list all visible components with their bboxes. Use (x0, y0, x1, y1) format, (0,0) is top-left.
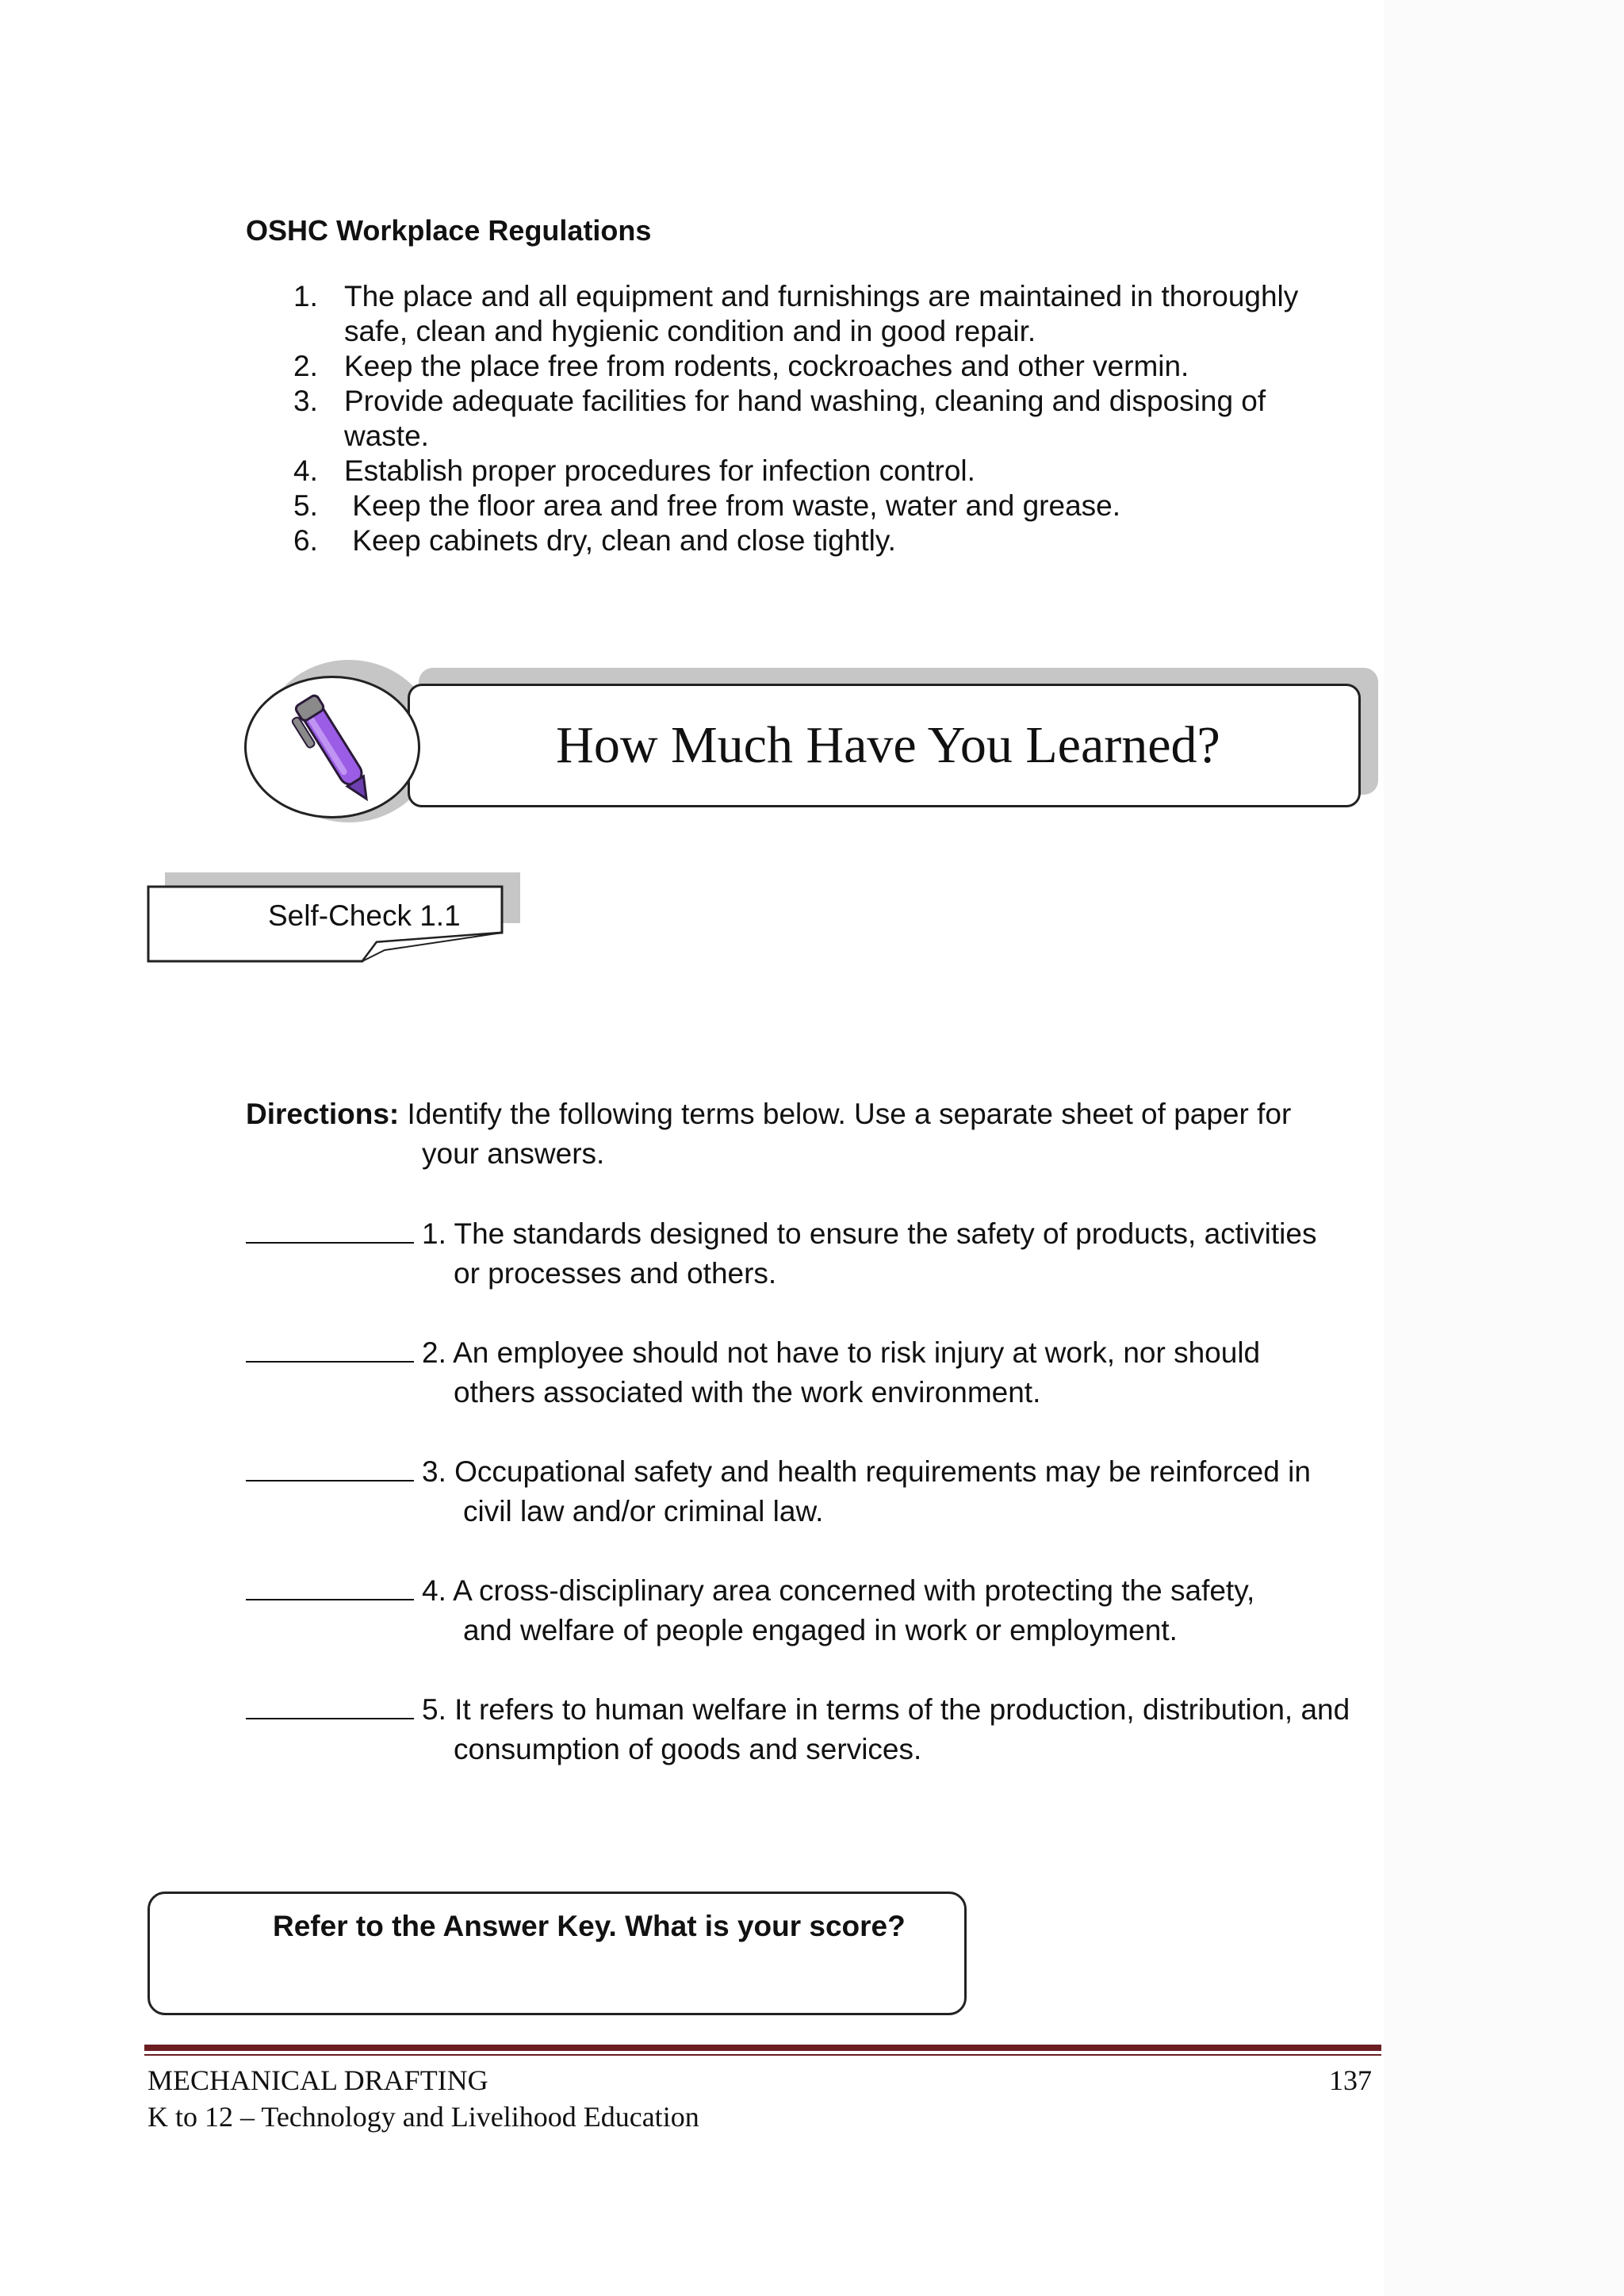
answer-blank (246, 1213, 414, 1244)
answer-blank (246, 1570, 414, 1600)
question-item (246, 1689, 1388, 1769)
banner (408, 684, 1361, 807)
list-item-number: 1. (293, 280, 318, 312)
question-item (246, 1332, 1388, 1412)
question-text: 1. The standards designed to ensure the safety of products, activities (422, 1217, 1317, 1250)
list-item-text: Keep the floor area and free from waste, water and grease. (344, 489, 1121, 522)
section-title: OSHC Workplace Regulations (246, 214, 652, 247)
list-item (293, 349, 1340, 384)
question-text: 5. It refers to human welfare in terms of the production, distribution, and (422, 1693, 1350, 1726)
question-item (246, 1213, 1388, 1294)
question-item (246, 1570, 1388, 1650)
question-text: civil law and/or criminal law. (463, 1495, 824, 1527)
self-check-label: Self-Check 1.1 (268, 899, 461, 932)
question-item (246, 1451, 1388, 1531)
list-item (293, 279, 1340, 349)
list-item-number: 3. (293, 385, 318, 417)
question-text: others associated with the work environment. (454, 1376, 1041, 1409)
question-text: 2. An employee should not have to risk injury at work, nor should (422, 1336, 1261, 1369)
question-text: and welfare of people engaged in work or employment. (463, 1614, 1178, 1646)
list-item-text: Keep the place free from rodents, cockroaches and other vermin. (344, 350, 1189, 382)
page-margin-strip (1384, 0, 1624, 2296)
banner-title: How Much Have You Learned? (556, 716, 1220, 774)
list-item (293, 384, 1340, 454)
list-item-text: safe, clean and hygienic condition and in good repair. (344, 315, 1036, 347)
directions-text: your answers. (422, 1137, 605, 1170)
score-prompt: Refer to the Answer Key. What is your score? (273, 1910, 906, 1942)
footer-rule (144, 2054, 1381, 2056)
list-item-number: 2. (293, 350, 318, 382)
question-text: or processes and others. (454, 1257, 777, 1290)
list-item (293, 454, 1340, 489)
footer-rule (144, 2045, 1381, 2051)
pen-icon (247, 678, 420, 818)
pen-icon-frame (244, 676, 420, 818)
list-item-number: 4. (293, 454, 318, 487)
question-text: 3. Occupational safety and health requirements may be reinforced in (422, 1455, 1311, 1488)
page-number: 137 (1329, 2064, 1372, 2096)
directions-label: Directions: (246, 1098, 400, 1130)
answer-blank (246, 1332, 414, 1363)
footer-course: K to 12 – Technology and Livelihood Education (147, 2101, 699, 2133)
list-item-text: Establish proper procedures for infection control. (344, 454, 975, 487)
list-item-text: waste. (344, 420, 429, 452)
list-item-text: Keep cabinets dry, clean and close tightly. (344, 524, 896, 557)
question-text: consumption of goods and services. (454, 1733, 922, 1765)
question-text: 4. A cross-disciplinary area concerned with protecting the safety, (422, 1574, 1255, 1607)
answer-blank (246, 1689, 414, 1719)
footer-subject: MECHANICAL DRAFTING (147, 2064, 488, 2096)
regulations-list (293, 279, 1340, 558)
directions (246, 1094, 1372, 1174)
list-item-text: Provide adequate facilities for hand washing, cleaning and disposing of (344, 385, 1266, 417)
list-item-number: 5. (293, 489, 318, 522)
list-item-text: The place and all equipment and furnishings are maintained in thoroughly (344, 280, 1299, 312)
answer-blank (246, 1451, 414, 1481)
list-item-number: 6. (293, 524, 318, 557)
directions-text: Identify the following terms below. Use a separate sheet of paper for (407, 1098, 1292, 1130)
footer-text (147, 2062, 699, 2135)
list-item (293, 523, 1340, 558)
list-item (293, 489, 1340, 523)
